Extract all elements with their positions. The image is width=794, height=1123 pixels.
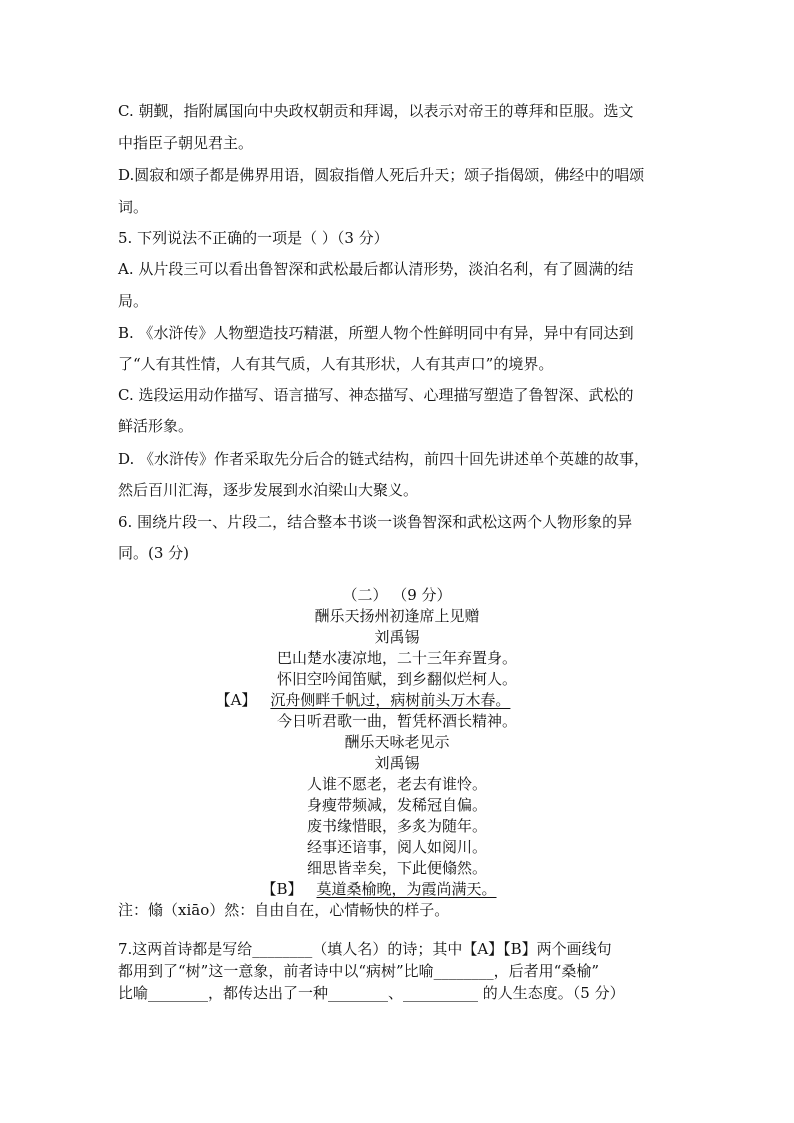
poem2-line4: 经事还谙事，阅人如阅川。 — [306, 838, 487, 856]
poem1-author: 刘禹锡 — [374, 628, 420, 646]
poem2-title: 酬乐天咏老见示 — [344, 733, 450, 751]
poem1-line3-row — [0, 690, 760, 710]
q5-option-b-line2: 了“人有其性情，人有其气质，人有其形状，人有其声口”的境界。 — [118, 355, 554, 373]
poem2-line2: 身瘦带频减，发稀冠自偏。 — [306, 796, 487, 814]
poem1-line1: 巴山楚水凄凉地，二十三年弃置身。 — [276, 649, 517, 667]
q6-line2: 同。(3 分) — [118, 544, 190, 562]
poem2-line5: 细思皆幸矣，下此便翛然。 — [306, 859, 487, 877]
q4-option-c-line2: 中指臣子朝见君主。 — [118, 134, 254, 152]
q5-option-b-line1: B. 《水浒传》人物塑造技巧精湛，所塑人物个性鲜明同中有异，异中有同达到 — [118, 324, 634, 342]
poem2-author: 刘禹锡 — [374, 754, 420, 772]
annotation-note: 注：翛（xiāo）然：自由自在，心情畅快的样子。 — [118, 901, 450, 919]
poem1-mark-a: 【A】 — [215, 691, 257, 709]
poem2-line1: 人谁不愿老，老去有谁怜。 — [306, 775, 487, 793]
q5-option-c-line1: C. 选段运用动作描写、语言描写、神态描写、心理描写塑造了鲁智深、武松的 — [118, 386, 634, 404]
poem1-line4: 今日听君歌一曲，暂凭杯酒长精神。 — [276, 712, 517, 730]
q5-option-a-line1: A. 从片段三可以看出鲁智深和武松最后都认清形势，淡泊名利，有了圆满的结 — [118, 260, 634, 278]
q4-option-c-line1: C. 朝觐，指附属国向中央政权朝贡和拜谒，以表示对帝王的尊拜和臣服。选文 — [118, 102, 634, 120]
q4-option-d-line1: D.圆寂和颂子都是佛界用语，圆寂指僧人死后升天；颂子指偈颂，佛经中的唱颂 — [118, 166, 645, 184]
poem1-line3-underlined: 沉舟侧畔千帆过，病树前头万木春。 — [270, 691, 511, 709]
q7-line3: 比喻________，都传达出了一种________、__________ 的人生态度。（5 分） — [118, 984, 625, 1002]
poem2-line6-row — [0, 879, 776, 899]
q7-line2: 都用到了“树”这一意象，前者诗中以“病树”比喻________，后者用“桑榆” — [118, 962, 600, 980]
q5-option-d-line2: 然后百川汇海，逐步发展到水泊梁山大聚义。 — [118, 481, 419, 499]
poem1-line2: 怀旧空吟闻笛赋，到乡翻似烂柯人。 — [276, 670, 517, 688]
poem2-line6-underlined: 莫道桑榆晚，为霞尚满天。 — [316, 880, 497, 898]
q4-option-d-line2: 词。 — [118, 198, 149, 216]
poem1-title: 酬乐天扬州初逢席上见赠 — [314, 607, 480, 625]
q7-line1: 7.这两首诗都是写给________（填人名）的诗；其中【A】【B】两个画线句 — [118, 940, 612, 958]
poem2-line3: 废书缘惜眼，多炙为随年。 — [306, 817, 487, 835]
section-heading: （二） （9 分） — [342, 586, 452, 604]
poem2-mark-b: 【B】 — [261, 880, 303, 898]
q5-option-c-line2: 鲜活形象。 — [118, 417, 194, 435]
q5-option-d-line1: D. 《水浒传》作者采取先分后合的链式结构，前四十回先讲述单个英雄的故事， — [118, 450, 650, 468]
q5-option-a-line2: 局。 — [118, 292, 149, 310]
q5-stem: 5. 下列说法不正确的一项是（ ）（3 分） — [118, 229, 389, 247]
q6-line1: 6. 围绕片段一、片段二，结合整本书谈一谈鲁智深和武松这两个人物形象的异 — [118, 513, 633, 531]
